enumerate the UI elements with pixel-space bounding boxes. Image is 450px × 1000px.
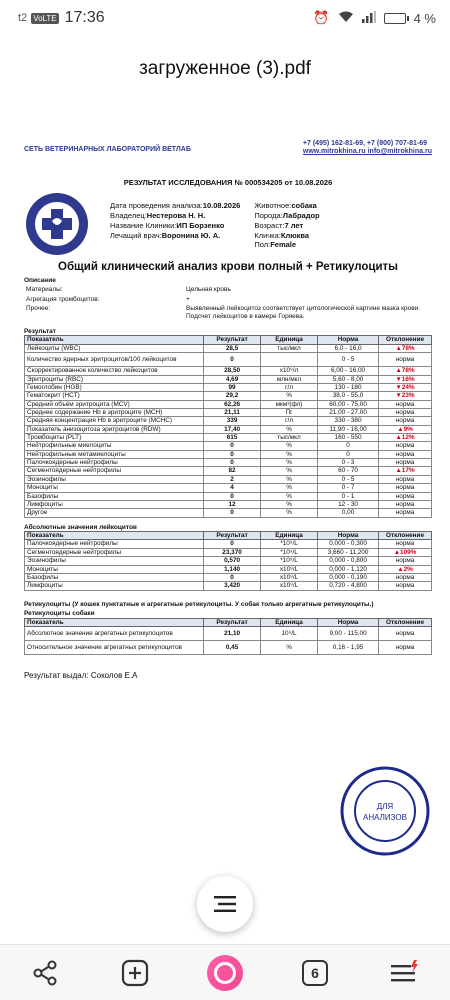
result-value-cell: 3,420 [204,582,261,590]
table-row [25,417,432,425]
result-value-cell: 12 [204,500,261,508]
result-norm-cell: 130 - 180 [318,383,379,391]
result-value-cell: 339 [204,417,261,425]
result-norm-cell: 0,720 - 4,800 [318,582,379,590]
results-heading: Результат [24,327,56,335]
vetlab-logo-icon [24,191,90,257]
table-row [25,467,432,475]
result-value-cell: 0 [204,459,261,467]
result-unit-cell: млн/мкл [261,375,318,383]
result-deviation-cell: норма [379,400,432,408]
table-header-row: Показатель Результат Единица Норма Отклонение [25,336,432,344]
result-norm-cell: 330 - 380 [318,417,379,425]
result-value-cell: 21,11 [204,408,261,416]
result-deviation-cell: ▲12% [379,434,432,442]
result-unit-cell: *10⁹/L [261,540,318,548]
new-tab-button[interactable] [115,953,155,993]
result-norm-cell: 60,00 - 75,00 [318,400,379,408]
document-title: загруженное (3).pdf [139,58,311,79]
description-row: Агрегация тромбоцитов: + [26,295,190,303]
table-row [25,442,432,450]
table-header-row: Показатель Результат Единица Норма Отклонение [25,532,432,540]
result-norm-cell: 0 - 7 [318,484,379,492]
result-deviation-cell: норма [379,509,432,517]
result-norm-cell: 21,00 - 27,00 [318,408,379,416]
result-value-cell: 0 [204,442,261,450]
result-deviation-cell: норма [379,626,432,640]
result-name-cell: Эозинофилы [25,475,204,483]
result-name-cell: Базофилы [25,492,204,500]
result-unit-cell: *10⁹/L [261,557,318,565]
status-bar [0,0,450,36]
table-row [25,484,432,492]
table-row [25,408,432,416]
lab-stamp-icon [340,766,430,856]
table-row [25,353,432,367]
lab-phones: +7 (495) 162-81-69, +7 (800) 707-81-69 [302,140,428,147]
result-norm-cell: 0,000 - 0,800 [318,557,379,565]
result-deviation-cell: ▼23% [379,392,432,400]
alice-icon [207,955,243,991]
result-value-cell: 0 [204,509,261,517]
result-deviation-cell: норма [379,492,432,500]
table-row [25,392,432,400]
result-deviation-cell: ▲78% [379,344,432,352]
table-row [25,557,432,565]
abs-results-table [24,531,432,591]
result-unit-cell: % [261,467,318,475]
result-unit-cell: Пг [261,408,318,416]
main-menu-button[interactable] [385,953,425,993]
tabs-button[interactable] [295,953,335,993]
table-row [25,573,432,581]
result-norm-cell: 5,60 - 8,00 [318,375,379,383]
result-name-cell: Базофилы [25,573,204,581]
result-deviation-cell: ▲9% [379,425,432,433]
result-deviation-cell: норма [379,442,432,450]
result-norm-cell: 0,000 - 0,190 [318,573,379,581]
result-unit-cell: % [261,442,318,450]
result-value-cell: 0 [204,492,261,500]
result-value-cell: 0 [204,353,261,367]
table-row [25,509,432,517]
result-norm-cell: 0,000 - 0,300 [318,540,379,548]
pdf-page[interactable] [24,140,432,680]
result-value-cell: 21,10 [204,626,261,640]
result-norm-cell: 0 - 5 [318,475,379,483]
result-norm-cell: 0 - 5 [318,353,379,367]
table-row [25,582,432,590]
result-unit-cell [261,353,318,367]
table-row [25,492,432,500]
result-deviation-cell: ▲78% [379,367,432,375]
result-norm-cell: 0 [318,450,379,458]
bottom-navigation [0,944,450,1000]
retic-results-table [24,618,432,655]
table-row [25,475,432,483]
result-unit-cell: % [261,492,318,500]
result-name-cell: Моноциты [25,484,204,492]
result-norm-cell: 3,660 - 11,200 [318,548,379,556]
table-row [25,640,432,654]
result-unit-cell: г/л [261,383,318,391]
result-value-cell: 615 [204,434,261,442]
result-unit-cell: x10⁹/L [261,573,318,581]
description-heading: Описание [24,276,56,284]
result-value-cell: 0 [204,450,261,458]
result-unit-cell: г/л [261,417,318,425]
result-value-cell: 17,40 [204,425,261,433]
issued-by: Результат выдал: Соколов Е.А [24,670,138,680]
stamp-center-text-1: ДЛЯ [376,802,394,811]
result-value-cell: 1,140 [204,565,261,573]
description-row: Материалы: Цельная кровь [26,286,231,294]
result-deviation-cell: ▼24% [379,383,432,391]
table-row [25,450,432,458]
description-row: Прочее: Выявленный лейкоцитоз соответствует цитологической картине мазка крови. Подсчет лейкоцитов в камере Горяева. [26,305,421,320]
clock: 17:36 [64,9,105,26]
result-norm-cell: 0,000 - 1,120 [318,565,379,573]
result-deviation-cell: норма [379,582,432,590]
result-unit-cell: % [261,425,318,433]
result-norm-cell: 9,00 - 115,00 [318,626,379,640]
result-deviation-cell: ▲109% [379,548,432,556]
result-name-cell: Абсолютное значение агрегатных ретикулоцитов [25,626,204,640]
battery-icon [384,13,406,24]
result-name-cell: Количество ядерных эритроцитов/100 лейкоцитов [25,353,204,367]
result-deviation-cell: норма [379,540,432,548]
result-value-cell: 0 [204,540,261,548]
outline-menu-button[interactable] [197,876,253,932]
result-name-cell: Нейтрофильные миелоциты [25,442,204,450]
table-row [25,500,432,508]
result-name-cell: Лейкоциты (WBC) [25,344,204,352]
table-row [25,425,432,433]
result-value-cell: 82 [204,467,261,475]
result-name-cell: Тромбоциты (PLT) [25,434,204,442]
result-value-cell: 28,50 [204,367,261,375]
battery-level: 4 % [413,10,436,26]
share-icon [32,960,58,986]
table-row [25,400,432,408]
result-norm-cell: 12 - 30 [318,500,379,508]
stamp-center-text-2: АНАЛИЗОВ [363,813,407,822]
volte-badge: VoLTE [33,13,57,23]
result-deviation-cell: ▲17% [379,467,432,475]
retic-subheading: Ретикулоциты собаки [24,610,95,618]
result-deviation-cell: норма [379,353,432,367]
result-deviation-cell: ▼16% [379,375,432,383]
result-norm-cell: 38,0 - 55,0 [318,392,379,400]
table-row [25,367,432,375]
result-deviation-cell: норма [379,459,432,467]
result-unit-cell: % [261,640,318,654]
result-name-cell: Лимфоциты [25,582,204,590]
result-deviation-cell: норма [379,408,432,416]
table-row [25,626,432,640]
table-row [25,459,432,467]
result-norm-cell: 0 - 3 [318,459,379,467]
analysis-title: Общий клинический анализ крови полный + Ретикулоциты [58,261,398,274]
result-unit-cell: % [261,484,318,492]
result-name-cell: Средний объём эритроцита (MCV) [25,400,204,408]
list-icon [214,896,236,912]
result-name-cell: Моноциты [25,565,204,573]
lab-links[interactable]: www.mitrokhina.ru info@mitrokhina.ru [302,148,432,156]
result-name-cell: Сегментоядерные нейтрофилы [25,467,204,475]
table-row [25,434,432,442]
result-deviation-cell: норма [379,450,432,458]
result-name-cell: Лимфоциты [25,500,204,508]
result-norm-cell: 0 - 1 [318,492,379,500]
result-name-cell: Скорректированное количество лейкоцитов [25,367,204,375]
result-unit-cell: мкм³(фл) [261,400,318,408]
result-value-cell: 0,570 [204,557,261,565]
wifi-icon [338,11,354,26]
result-deviation-cell: норма [379,557,432,565]
lab-header [24,140,432,157]
result-name-cell: Палочкоядерные нейтрофилы [25,459,204,467]
menu-notification-icon [390,960,420,986]
result-name-cell: Гемоглобин (HGB) [25,383,204,391]
alice-assistant-button[interactable] [205,953,245,993]
result-value-cell: 62,26 [204,400,261,408]
abs-heading: Абсолютные значения лейкоцитов [24,523,137,531]
retic-heading: Ретикулоциты (У кошек пунктатные и агрегатные ретикулоциты. У собак только агрегатные ретикулоциты.) [24,600,374,608]
table-row [25,375,432,383]
result-norm-cell: 160 - 550 [318,434,379,442]
result-unit-cell: % [261,459,318,467]
result-deviation-cell: норма [379,500,432,508]
table-row [25,540,432,548]
result-deviation-cell: норма [379,417,432,425]
result-value-cell: 0 [204,573,261,581]
result-value-cell: 99 [204,383,261,391]
tab-count: 6 [302,960,328,986]
table-row [25,548,432,556]
result-norm-cell: 11,90 - 16,00 [318,425,379,433]
results-table [24,335,432,517]
result-unit-cell: x10⁹/л [261,367,318,375]
result-deviation-cell: норма [379,484,432,492]
result-value-cell: 23,370 [204,548,261,556]
result-unit-cell: *10⁹/L [261,548,318,556]
carrier-label: t2 [18,12,28,24]
result-deviation-cell: ▲2% [379,565,432,573]
result-name-cell: Средняя концентрация Hb в эритроците (MCHC) [25,417,204,425]
plus-square-icon [121,959,149,987]
result-name-cell: Нейтрофильные метамиелоциты [25,450,204,458]
patient-info-left: Дата проведения анализа:10.08.2026 Владелец:Нестерова Н. Н. Название Клиники:ИП Борзенко Лечащий врач:Воронина Ю. А. [110,201,241,240]
table-header-row: Показатель Результат Единица Норма Отклонение [25,618,432,626]
result-name-cell: Относительное значение агрегатных ретикулоцитов [25,640,204,654]
result-value-cell: 2 [204,475,261,483]
result-name-cell: Другое [25,509,204,517]
result-name-cell: Гематокрит (HCT) [25,392,204,400]
result-norm-cell: 0,16 - 1,95 [318,640,379,654]
result-value-cell: 0,45 [204,640,261,654]
share-button[interactable] [25,953,65,993]
result-name-cell: Палочкоядерные нейтрофилы [25,540,204,548]
result-name-cell: Эозинофилы [25,557,204,565]
result-value-cell: 28,5 [204,344,261,352]
report-number: РЕЗУЛЬТАТ ИССЛЕДОВАНИЯ № 000534205 от 10.08.2026 [123,177,333,187]
result-unit-cell: x10⁹/L [261,582,318,590]
table-row [25,565,432,573]
result-deviation-cell: норма [379,475,432,483]
result-norm-cell: 6,00 - 16,00 [318,367,379,375]
result-name-cell: Эритроциты (RBC) [25,375,204,383]
result-unit-cell: тыс/мкл [261,434,318,442]
result-unit-cell: x10⁹/L [261,565,318,573]
result-unit-cell: % [261,475,318,483]
lab-name: СЕТЬ ВЕТЕРИНАРНЫХ ЛАБОРАТОРИЙ ВЕТЛАБ [24,146,191,153]
result-unit-cell: тыс/мкл [261,344,318,352]
result-norm-cell: 6,0 - 16,0 [318,344,379,352]
result-value-cell: 4 [204,484,261,492]
result-norm-cell: 0 [318,442,379,450]
table-row [25,383,432,391]
patient-info-right: Животное:собака Порода:Лабрадор Возраст:7 лет Кличка:Клюква Пол:Female [254,201,320,250]
signal-icon [362,11,376,26]
result-unit-cell: % [261,392,318,400]
table-row [25,344,432,352]
result-name-cell: Показатель анизоцитоза эритроцитов (RDW) [25,425,204,433]
alarm-icon: ⏰ [313,10,330,25]
result-value-cell: 29,2 [204,392,261,400]
result-value-cell: 4,69 [204,375,261,383]
result-norm-cell: 60 - 70 [318,467,379,475]
result-name-cell: Сегментоядерные нейтрофилы [25,548,204,556]
result-deviation-cell: норма [379,640,432,654]
result-name-cell: Среднее содержание Hb в эритроците (MCH) [25,408,204,416]
result-unit-cell: % [261,450,318,458]
result-norm-cell: 0,00 [318,509,379,517]
result-unit-cell: % [261,509,318,517]
result-unit-cell: 10⁹/L [261,626,318,640]
result-deviation-cell: норма [379,573,432,581]
result-unit-cell: % [261,500,318,508]
